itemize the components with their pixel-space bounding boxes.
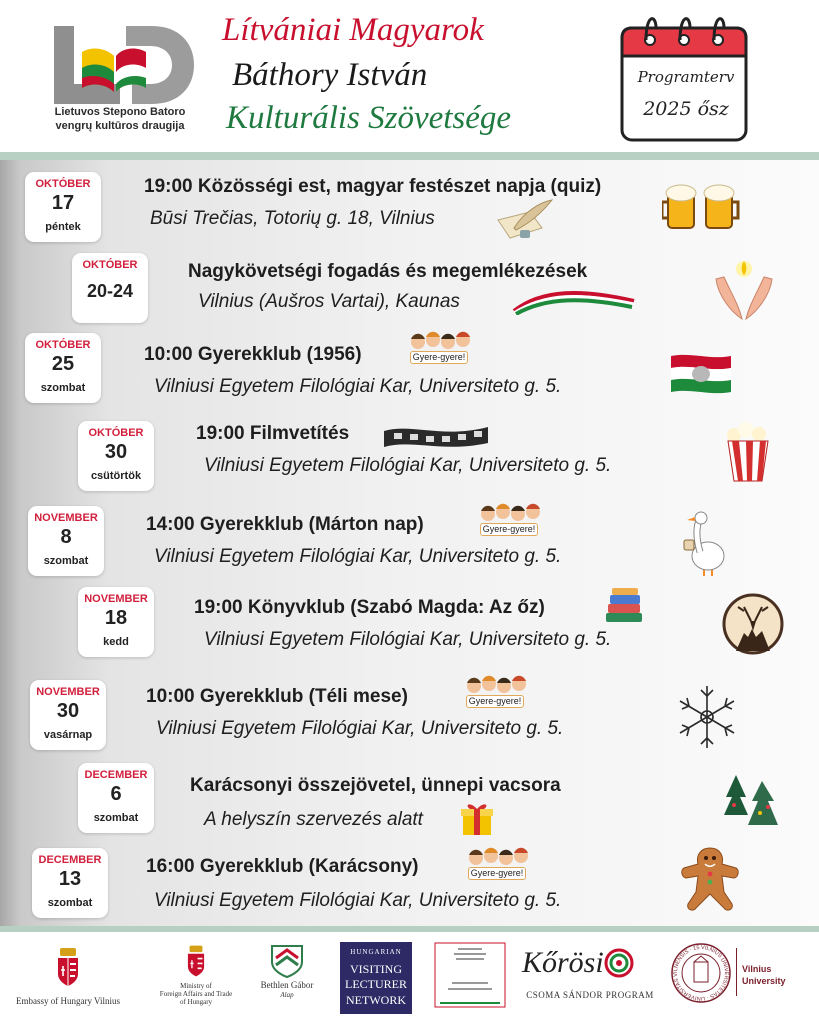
bethlen-gabor-shield-icon (270, 944, 304, 978)
date-day: 8 (60, 526, 72, 548)
event-location: Vilniusi Egyetem Filológiai Kar, Universiteto g. 5. (154, 376, 562, 397)
title-line-3: Kulturális Szövetsége (226, 100, 512, 136)
korosi-swirl-icon (604, 948, 634, 978)
sponsor-bethlen-line2: Alap (280, 991, 294, 999)
christmas-trees-icon (722, 771, 782, 833)
date-weekday: szombat (43, 555, 89, 567)
vu-divider (736, 948, 737, 996)
top-divider (0, 152, 819, 160)
date-weekday: szombat (40, 382, 86, 394)
event-location: Vilniusi Egyetem Filológiai Kar, Universiteto g. 5. (204, 629, 612, 650)
event-item (0, 247, 819, 332)
logo-caption-line1: Lietuvos Stepono Batoro (54, 106, 186, 118)
event-item (0, 674, 819, 759)
date-day: 30 (56, 700, 80, 722)
event-location: Vilniusi Egyetem Filológiai Kar, Universiteto g. 5. (204, 455, 612, 476)
sponsor-korosi-sub: CSOMA SÁNDOR PROGRAM (526, 990, 654, 1000)
gyere-gyere-badge (476, 502, 544, 540)
event-location: Būsi Trečias, Totorių g. 18, Vilnius (150, 208, 435, 229)
date-day: 25 (51, 353, 75, 375)
date-month: DECEMBER (38, 854, 102, 866)
date-box (72, 253, 148, 323)
date-day: 18 (104, 607, 128, 629)
hvln-line3: LECTURER (345, 977, 407, 991)
badge-label: Gyere-gyere! (480, 523, 538, 536)
badge-label: Gyere-gyere! (410, 351, 468, 364)
date-day: 30 (104, 441, 128, 463)
date-weekday: szombat (93, 812, 139, 824)
date-weekday: szombat (47, 897, 93, 909)
date-box (25, 172, 101, 242)
event-title: 14:00 Gyerekklub (Márton nap) (146, 514, 424, 535)
gyere-gyere-badge (464, 846, 532, 884)
sponsor-embassy: Embassy of Hungary Vilnius (15, 996, 121, 1006)
event-location: Vilniusi Egyetem Filológiai Kar, Universiteto g. 5. (154, 546, 562, 567)
date-month: NOVEMBER (36, 686, 100, 698)
sponsor-ministry-line1: Ministry of (180, 982, 212, 990)
books-icon (602, 587, 646, 625)
event-location: Vilniusi Egyetem Filológiai Kar, Universiteto g. 5. (154, 890, 562, 911)
event-title: Nagykövetségi fogadás és megemlékezések (188, 261, 588, 282)
government-seal-document-icon (434, 942, 506, 1008)
hungarian-ribbon-icon (512, 287, 636, 315)
badge-label: Gyere-gyere! (466, 695, 524, 708)
date-box (28, 506, 104, 576)
hvln-line1: HUNGARIAN (350, 948, 402, 956)
logo-caption-line2: vengrų kultūros draugija (55, 120, 185, 132)
event-title: 10:00 Gyerekklub (1956) (144, 344, 362, 365)
gift-icon (460, 801, 494, 837)
hungary-coat-of-arms-icon (56, 946, 80, 988)
date-month: NOVEMBER (84, 593, 148, 605)
event-item (0, 840, 819, 925)
sponsor-ministry-line3: of Hungary (179, 998, 213, 1006)
event-title: Karácsonyi összejövetel, ünnepi vacsora (190, 775, 561, 796)
event-item (0, 585, 819, 670)
event-title: 10:00 Gyerekklub (Téli mese) (146, 686, 408, 707)
goose-icon (682, 510, 728, 578)
date-box (78, 763, 154, 833)
date-month: OKTÓBER (35, 339, 91, 351)
date-month: OKTÓBER (82, 259, 138, 271)
event-location: Vilniusi Egyetem Filológiai Kar, Universiteto g. 5. (156, 718, 564, 739)
date-month: OKTÓBER (35, 178, 91, 190)
hvln-line4: NETWORK (346, 993, 406, 1007)
event-location: Vilnius (Aušros Vartai), Kaunas (198, 291, 460, 312)
event-item (0, 757, 819, 842)
date-month: DECEMBER (84, 769, 148, 781)
date-weekday: vasárnap (43, 729, 93, 741)
event-title: 19:00 Könyvklub (Szabó Magda: Az őz) (194, 597, 545, 618)
date-day: 20-24 (86, 281, 134, 301)
sponsor-korosi-name: Kőrösi (522, 946, 604, 979)
deer-icon (722, 593, 784, 655)
date-day: 6 (110, 783, 122, 805)
calendar-label: Programterv (637, 68, 735, 86)
snowflake-icon (672, 682, 742, 752)
date-day: 13 (58, 868, 82, 890)
date-weekday: csütörtök (90, 470, 142, 482)
gyere-gyere-badge (462, 674, 530, 712)
date-box (78, 421, 154, 491)
popcorn-icon (722, 421, 774, 483)
hungarian-1956-flag-icon (669, 352, 733, 396)
sponsor-ministry-line2: Foreign Affairs and Trade (159, 990, 233, 998)
event-item (0, 500, 819, 585)
date-box (30, 680, 106, 750)
gyere-gyere-badge (406, 330, 474, 368)
quill-paper-icon (494, 198, 556, 242)
sponsor-hvln-box (340, 942, 412, 1014)
event-title: 19:00 Filmvetítés (196, 423, 350, 444)
header (0, 0, 819, 152)
vu-seal-ring-text: VILNIUS UNIVERSITETAS · UNIVERSITAS VILNENSIS · 15 (672, 944, 729, 1002)
title-line-1: Lítvániai Magyarok (222, 12, 484, 48)
sponsor-vu-line2: University (742, 976, 786, 986)
event-item (0, 330, 819, 415)
date-month: OKTÓBER (88, 427, 144, 439)
event-title: 16:00 Gyerekklub (Karácsony) (146, 856, 419, 877)
date-box (25, 333, 101, 403)
event-item (0, 164, 819, 249)
badge-label: Gyere-gyere! (468, 867, 526, 880)
gingerbread-man-icon (680, 846, 740, 912)
sponsor-footer (0, 932, 819, 1024)
date-box (32, 848, 108, 918)
date-day: 17 (51, 192, 75, 214)
candle-hands-icon (712, 255, 776, 323)
title-line-2: Báthory István (232, 57, 428, 93)
hvln-line2: VISITING (350, 962, 402, 976)
event-title: 19:00 Közösségi est, magyar festészet napja (quiz) (144, 176, 602, 197)
date-weekday: péntek (45, 221, 81, 233)
hungary-coat-of-arms-icon (186, 944, 206, 978)
event-location: A helyszín szervezés alatt (204, 809, 423, 830)
date-weekday: kedd (103, 636, 129, 648)
calendar-season: 2025 ősz (643, 98, 729, 120)
date-box (78, 587, 154, 657)
film-strip-icon (382, 421, 490, 451)
sponsor-bethlen-line1: Bethlen Gábor (260, 980, 314, 990)
date-month: NOVEMBER (34, 512, 98, 524)
sponsor-vu-line1: Vilnius (742, 964, 772, 974)
vilnius-university-seal-icon (670, 942, 732, 1004)
event-item (0, 415, 819, 500)
event-list (0, 160, 819, 926)
beer-mugs-icon (662, 178, 740, 236)
